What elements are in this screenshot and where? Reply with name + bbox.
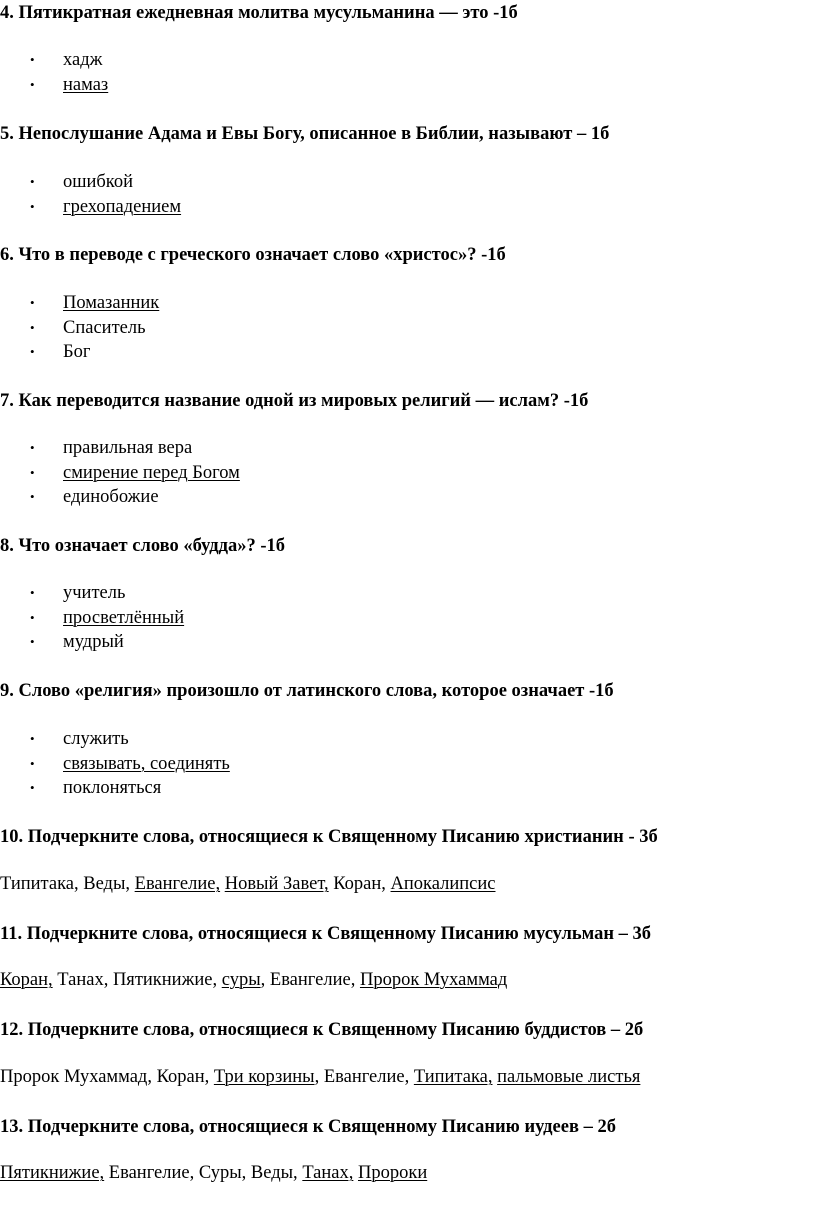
word-text-underlined: Коран, [0,970,53,990]
question-8-options [0,581,184,655]
question-13-words [0,1162,427,1184]
option-item [0,73,108,98]
option-item [0,316,159,341]
option-label-underlined: связывать, соединять [63,753,230,774]
question-10-title: 10. Подчеркните слова, относящиеся к Священному Писанию христианин - 3б [0,827,658,847]
word-text: Коран, [328,874,391,894]
option-item [0,291,159,316]
question-12-title: 12. Подчеркните слова, относящиеся к Священному Писанию буддистов – 2б [0,1020,644,1040]
question-4-title: 4. Пятикратная ежедневная молитва мусульманина — это -1б [0,3,518,23]
bullet-icon: • [30,780,35,795]
question-12-words [0,1066,640,1088]
bullet-icon: • [30,609,35,625]
question-6-options [0,291,159,365]
question-13-title: 13. Подчеркните слова, относящиеся к Священному Писанию иудеев – 2б [0,1117,616,1137]
question-11-title: 11. Подчеркните слова, относящиеся к Священному Писанию мусульман – 3б [0,924,652,944]
option-item [0,727,230,752]
bullet-icon: • [30,464,35,480]
question-11-words [0,969,507,991]
bullet-icon: • [30,52,35,67]
option-item [0,340,159,365]
option-label-underlined: смирение перед Богом [63,462,240,483]
question-10-words [0,873,496,895]
bullet-icon: • [30,198,35,214]
bullet-icon: • [30,755,35,771]
bullet-icon: • [30,344,35,359]
bullet-icon: • [30,634,35,649]
question-5-options [0,170,181,219]
question-8-title: 8. Что означает слово «будда»? -1б [0,536,286,556]
option-label: мудрый [63,632,124,652]
question-4-options [0,48,108,97]
option-label: служить [63,729,129,749]
bullet-icon: • [30,585,35,600]
option-item [0,485,240,510]
option-label-underlined: просветлённый [63,607,185,628]
option-item [0,461,240,486]
bullet-icon: • [30,76,35,92]
option-item [0,752,230,777]
word-text-underlined: пальмовые листья [497,1067,641,1087]
option-label: поклоняться [63,778,162,798]
question-6-title: 6. Что в переводе с греческого означает слово «христос»? -1б [0,245,506,265]
option-item [0,195,181,220]
word-text: Танах, Пятикнижие, [52,970,222,990]
option-label: Спаситель [63,317,146,338]
option-item [0,776,230,801]
bullet-icon: • [30,489,35,504]
option-item [0,436,240,461]
bullet-icon: • [30,319,35,335]
question-7-options [0,436,240,510]
bullet-icon: • [30,440,35,455]
word-text-underlined: суры [221,970,261,990]
option-item [0,48,108,73]
option-item [0,170,181,195]
word-text-underlined: Типитака, [413,1067,493,1087]
option-label: хадж [63,50,103,70]
word-text: Евангелие, Суры, Веды, [104,1163,303,1183]
option-item [0,581,184,606]
option-label: единобожие [63,487,159,507]
option-item [0,630,184,655]
question-7-title: 7. Как переводится название одной из мировых религий — ислам? -1б [0,391,589,411]
option-label: учитель [63,583,126,603]
word-text-underlined: Три корзины [213,1067,315,1087]
option-label-underlined: грехопадением [63,196,182,217]
word-text-underlined: Апокалипсис [390,874,496,894]
word-text-underlined: Евангелие, [134,874,221,894]
option-label: правильная вера [63,438,193,458]
word-text: Типитака, Веды, [0,874,135,894]
question-9-title: 9. Слово «религия» произошло от латинского слова, которое означает -1б [0,681,614,701]
word-text: , Евангелие, [314,1067,414,1087]
question-9-options [0,727,230,801]
bullet-icon: • [30,731,35,746]
option-item [0,606,184,631]
word-text-underlined: Танах, [302,1163,354,1183]
option-label-underlined: намаз [63,74,109,95]
word-text-underlined: Пророк Мухаммад [359,970,508,990]
word-text-underlined: Пророки [357,1163,428,1183]
bullet-icon: • [30,295,35,310]
option-label-underlined: Помазанник [63,293,160,313]
option-label: Бог [63,342,91,362]
word-text: Пророк Мухаммад, Коран, [0,1067,214,1087]
word-text: , Евангелие, [260,970,360,990]
question-5-title: 5. Непослушание Адама и Евы Богу, описанное в Библии, называют – 1б [0,124,610,144]
bullet-icon: • [30,174,35,189]
word-text-underlined: Новый Завет, [224,874,329,894]
option-label: ошибкой [63,172,134,192]
word-text-underlined: Пятикнижие, [0,1163,105,1183]
